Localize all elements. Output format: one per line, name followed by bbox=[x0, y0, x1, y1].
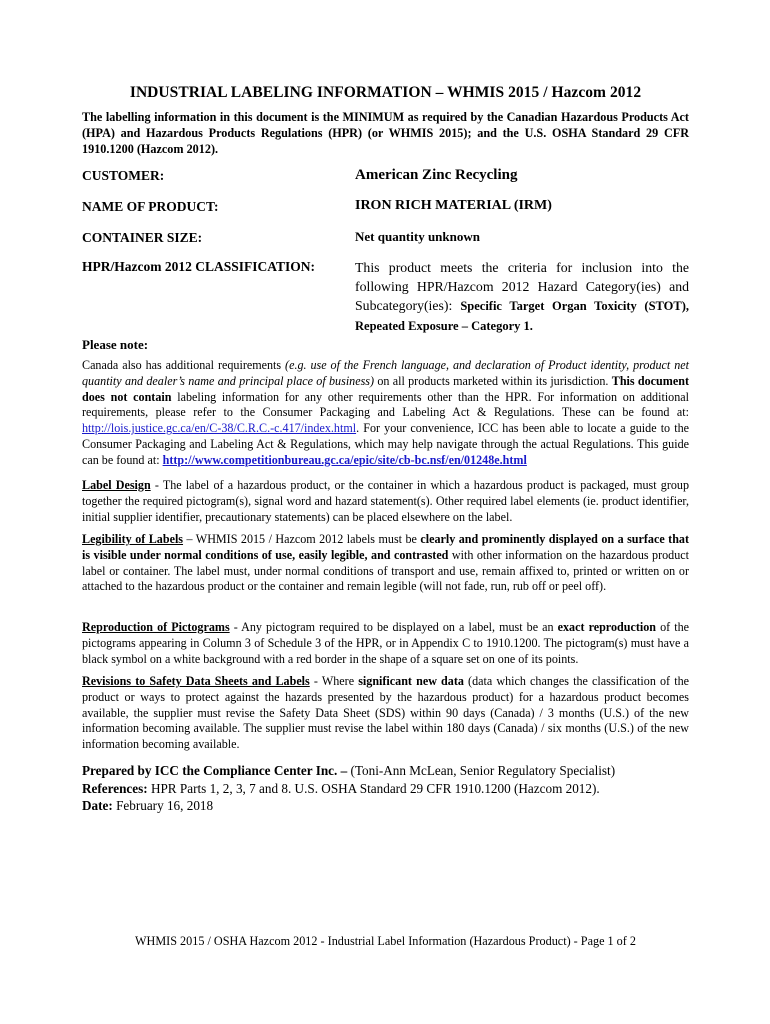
canada-text-3: on all products marketed within its jurisdiction. bbox=[374, 373, 612, 388]
legibility-text-bold: clearly and prominently displayed on a surface that is visible under normal conditions of use, easily legible, and contrasted bbox=[82, 532, 690, 562]
canada-text-6: . For your convenience, ICC has been able to locate a guide to the Consumer Packaging and Labeling Act & Regulations, which may help navigate through the actual Regulations. This guide can be found at: bbox=[82, 421, 689, 467]
revisions-text-3: (data which changes the classification of the product or ways to protect against the hazards presented by the hazardous product) for a hazardous product becomes available, the supplier must revise the Safety Data Sheet (SDS) within 90 days (Canada) / 3 months (U.S.) of the new information becoming available. The supplier must revise the label within 180 days (Canada) / six months (U.S.) of the new information becoming available. bbox=[82, 674, 689, 752]
legibility-paragraph bbox=[82, 532, 689, 595]
pictogram-text-1: - Any pictogram required to be displayed on a label, must be an bbox=[229, 620, 558, 634]
pictogram-text-bold: exact reproduction bbox=[557, 620, 656, 634]
prepared-by-line bbox=[82, 762, 689, 780]
customer-label: CUSTOMER: bbox=[82, 168, 165, 183]
label-design-paragraph bbox=[82, 478, 689, 525]
justice-link[interactable]: http://lois.justice.gc.ca/en/C-38/C.R.C.-c.417/index.html bbox=[82, 421, 357, 436]
product-name-value: IRON RICH MATERIAL (IRM) bbox=[355, 198, 552, 213]
pictogram-text-3: of the pictograms appearing in Column 3 of Schedule 3 of the HPR, or in Appendix C to 1910.1200. The pictogram(s) must have a black symbol on a white background with a red border in the shape of a square set on one of its points. bbox=[82, 620, 689, 666]
revisions-paragraph bbox=[82, 674, 689, 753]
canada-text-bold: This document does not contain bbox=[82, 373, 689, 404]
intro-paragraph: The labelling information in this document is the MINIMUM as required by the Canadian Hazardous Products Act (HPA) and Hazardous Products Regulations (HPR) (or WHMIS 2015); and the U.S. OSHA Standard 29 CFR 1910.1200 (Hazcom 2012). bbox=[82, 110, 689, 156]
customer-value: American Zinc Recycling bbox=[355, 167, 518, 183]
references-line bbox=[82, 780, 689, 798]
classification-value bbox=[355, 258, 689, 336]
prepared-by-label: Prepared by ICC the Compliance Center Inc. – bbox=[82, 763, 348, 778]
references-value: HPR Parts 1, 2, 3, 7 and 8. U.S. OSHA Standard 29 CFR 1910.1200 (Hazcom 2012). bbox=[147, 780, 600, 796]
competition-bureau-link[interactable]: http://www.competitionbureau.gc.ca/epic/site/cb-bc.nsf/en/01248e.html bbox=[162, 452, 527, 467]
classification-label: HPR/Hazcom 2012 CLASSIFICATION: bbox=[82, 259, 316, 274]
revisions-text-bold: significant new data bbox=[358, 674, 464, 688]
label-design-heading: Label Design bbox=[82, 478, 151, 492]
references-label: References: bbox=[82, 780, 148, 796]
canada-text-italic: (e.g. use of the French language, and declaration of Product identity, product net quantity and dealer’s name and principal place of business) bbox=[82, 358, 689, 388]
product-name-label: NAME OF PRODUCT: bbox=[82, 199, 219, 214]
label-design-text: - The label of a hazardous product, or the container in which a hazardous product is packaged, must group together the required pictogram(s), signal word and hazard statement(s). Other required label elements (ie. product identifier, initial supplier identifier, precautionary statements) can be placed elsewhere on the label. bbox=[82, 478, 689, 524]
date-value: February 16, 2018 bbox=[112, 798, 214, 813]
pictogram-reproduction-heading: Reproduction of Pictograms bbox=[82, 620, 230, 634]
classification-text: This product meets the criteria for inclusion into the following HPR/Hazcom 2012 Hazard Category(ies) and Subcategory(ies): bbox=[355, 260, 689, 313]
container-size-label: CONTAINER SIZE: bbox=[82, 230, 203, 245]
prepared-by-block bbox=[82, 762, 689, 815]
revisions-heading: Revisions to Safety Data Sheets and Labels bbox=[82, 674, 310, 688]
legibility-text-1: – WHMIS 2015 / Hazcom 2012 labels must be bbox=[183, 532, 421, 546]
page-footer: WHMIS 2015 / OSHA Hazcom 2012 - Industrial Label Information (Hazardous Product) - Page 1 of 2 bbox=[135, 934, 636, 948]
canada-text-5: labeling information for any other requirements other than the HPR. For information on additional requirements, please refer to the Consumer Packaging and Labeling Act & Regulations. These can be found at: bbox=[82, 389, 689, 420]
document-title: INDUSTRIAL LABELING INFORMATION – WHMIS 2015 / Hazcom 2012 bbox=[129, 84, 642, 101]
please-note-heading: Please note: bbox=[82, 337, 149, 352]
classification-category: Specific Target Organ Toxicity (STOT), Repeated Exposure – Category 1. bbox=[355, 299, 690, 333]
date-line bbox=[82, 797, 689, 815]
legibility-heading: Legibility of Labels bbox=[82, 532, 184, 546]
legibility-text-3: with other information on the hazardous product label or container. The label must, under normal conditions of transport and use, remain affixed to, printed or written on or attached to the hazardous product or the container and remain legible (will not fade, run, rub off or peel off). bbox=[82, 547, 689, 594]
date-label: Date: bbox=[82, 798, 113, 813]
revisions-text-1: - Where bbox=[309, 674, 359, 688]
pictogram-reproduction-paragraph bbox=[82, 620, 689, 667]
canada-requirements-paragraph bbox=[82, 358, 689, 469]
canada-text-1: Canada also has additional requirements bbox=[82, 358, 286, 372]
container-size-value: Net quantity unknown bbox=[355, 229, 480, 244]
prepared-by-value: (Toni-Ann McLean, Senior Regulatory Specialist) bbox=[347, 763, 616, 778]
